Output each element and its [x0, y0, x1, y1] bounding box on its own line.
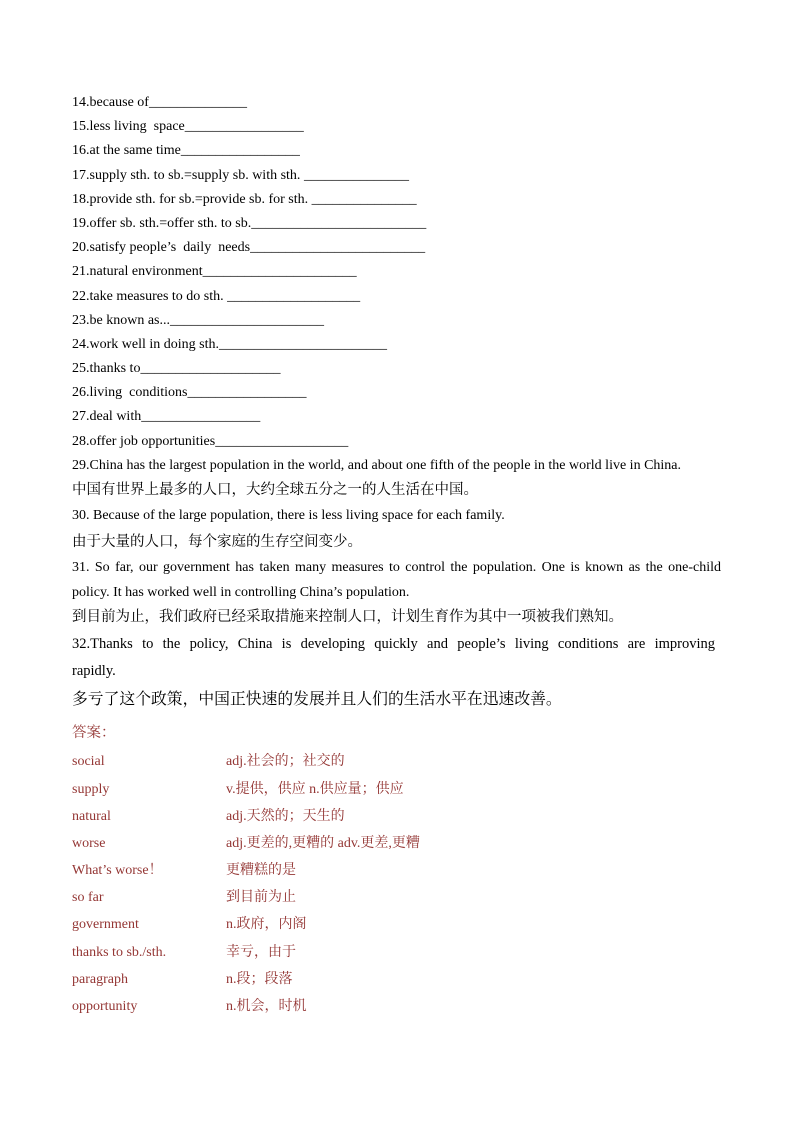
phrase-item-21 [72, 260, 721, 284]
vocab-row [72, 884, 721, 911]
vocab-row [72, 776, 721, 803]
vocab-meaning: adj.社会的；社交的 [226, 754, 345, 770]
sentence-31 [72, 555, 721, 630]
answer-blank: _________________________ [251, 215, 427, 231]
sentence-31-chinese: 到目前为止，我们政府已经采取措施来控制人口，计划生育作为其中一项被我们熟知。 [72, 608, 623, 625]
sentence-30-english: 30. Because of the large population, there is less living space for each family. [72, 507, 505, 523]
phrase-text: 27.deal with [72, 409, 142, 425]
answer-blank: _________________ [141, 409, 261, 425]
vocab-meaning: n.机会，时机 [226, 999, 307, 1014]
phrase-text: 19.offer sb. sth.=offer sth. to sb. [72, 215, 252, 231]
vocab-word: social [72, 754, 105, 770]
answer-heading: 答案： [72, 724, 116, 741]
vocab-word: supply [72, 781, 110, 797]
answer-blank: ___________________ [215, 433, 349, 449]
vocab-row [72, 748, 721, 775]
phrase-text: 14.because of [72, 95, 149, 110]
phrase-text: 17.supply sth. to sb.=supply sb. with sth. [72, 167, 304, 183]
phrase-item-19 [72, 212, 721, 236]
sentence-29-english: 29.China has the largest population in the world, and about one fifth of the people in the world live in China. [72, 457, 682, 473]
sentence-29 [72, 454, 721, 503]
phrase-text: 21.natural environment [72, 264, 203, 280]
answer-blank: _______________ [303, 167, 409, 183]
phrase-item-20 [72, 236, 721, 260]
phrase-text: 28.offer job opportunities [72, 433, 216, 449]
phrase-item-14 [72, 91, 721, 115]
phrase-item-17 [72, 164, 721, 188]
vocab-word: worse [72, 835, 106, 851]
phrase-text: 26.living conditions [72, 385, 188, 401]
vocab-meaning: adj.更差的,更糟的 adv.更差,更糟 [226, 835, 420, 851]
phrase-item-27 [72, 405, 721, 429]
vocab-row [72, 911, 721, 938]
vocab-meaning: adj.天然的；天生的 [226, 808, 345, 824]
phrase-text: 23.be known as... [72, 312, 170, 328]
phrase-text: 22.take measures to do sth. [72, 288, 228, 304]
vocab-row [72, 966, 721, 993]
sentence-32-english-line-2: rapidly. [72, 662, 116, 679]
vocab-word: so far [72, 890, 104, 906]
vocab-word: thanks to sb./sth. [72, 944, 167, 960]
phrase-item-24 [72, 333, 721, 357]
answer-blank: ______________________ [170, 312, 324, 328]
worksheet-page [72, 91, 721, 1020]
phrase-text: 20.satisfy people’s daily needs [72, 240, 251, 256]
phrase-item-16 [72, 139, 721, 163]
phrase-text: 18.provide sth. for sb.=provide sb. for sth. [72, 191, 312, 207]
phrase-item-26 [72, 381, 721, 405]
phrase-item-18 [72, 188, 721, 212]
sentence-31-english-line-1: 31. So far, our government has taken many measures to control the population. One is known as the one-child [72, 559, 721, 575]
sentence-30-chinese: 由于大量的人口，每个家庭的生存空间变少。 [72, 533, 362, 550]
answer-blank: ______________________ [202, 264, 357, 280]
answer-blank: _________________ [180, 143, 300, 159]
vocab-row [72, 803, 721, 830]
answer-blank: _________________ [184, 119, 304, 135]
vocab-meaning: 更糟糕的是 [226, 863, 296, 879]
vocab-row [72, 857, 721, 884]
vocab-row [72, 993, 721, 1020]
phrase-item-25 [72, 357, 721, 381]
vocab-meaning: 到目前为止 [226, 890, 296, 906]
vocab-list [72, 748, 721, 1020]
answer-blank: _________________ [187, 385, 307, 401]
phrase-text: 24.work well in doing sth. [72, 336, 219, 352]
answer-blank: ___________________ [227, 288, 361, 304]
phrase-item-22 [72, 285, 721, 309]
sentence-32-chinese: 多亏了这个政策，中国正快速的发展并且人们的生活水平在迅速改善。 [72, 688, 562, 708]
vocab-meaning: n.政府，内阁 [226, 917, 307, 933]
vocab-word: What’s worse！ [72, 863, 163, 879]
vocab-meaning: v.提供，供应 n.供应量；供应 [226, 781, 404, 797]
phrase-text: 15.less living space [72, 119, 185, 135]
phrase-item-28 [72, 430, 721, 454]
phrase-text: 16.at the same time [72, 143, 181, 159]
phrase-item-23 [72, 309, 721, 333]
answer-blank: ____________________ [140, 361, 281, 377]
vocab-meaning: n.段；段落 [226, 971, 293, 987]
sentence-30 [72, 503, 721, 555]
vocab-word: paragraph [72, 971, 128, 987]
vocab-row [72, 830, 721, 857]
answer-blank: ________________________ [219, 336, 387, 352]
vocab-word: opportunity [72, 999, 138, 1014]
answer-blank: _________________________ [250, 240, 426, 256]
vocab-meaning: 幸亏，由于 [226, 944, 296, 960]
sentence-31-english-line-2: policy. It has worked well in controlling China’s population. [72, 584, 410, 600]
vocab-row [72, 939, 721, 966]
answer-blank: ______________ [148, 95, 247, 110]
phrase-item-15 [72, 115, 721, 139]
sentence-32-english-line-1: 32.Thanks to the policy, China is developing quickly and people’s living conditions are improving [72, 635, 715, 652]
vocab-word: natural [72, 808, 111, 824]
vocab-word: government [72, 917, 139, 933]
sentence-32 [72, 630, 721, 712]
sentence-29-chinese: 中国有世界上最多的人口，大约全球五分之一的人生活在中国。 [72, 481, 478, 498]
answer-blank: _______________ [311, 191, 417, 207]
phrase-list [72, 91, 721, 454]
phrase-text: 25.thanks to [72, 361, 141, 377]
